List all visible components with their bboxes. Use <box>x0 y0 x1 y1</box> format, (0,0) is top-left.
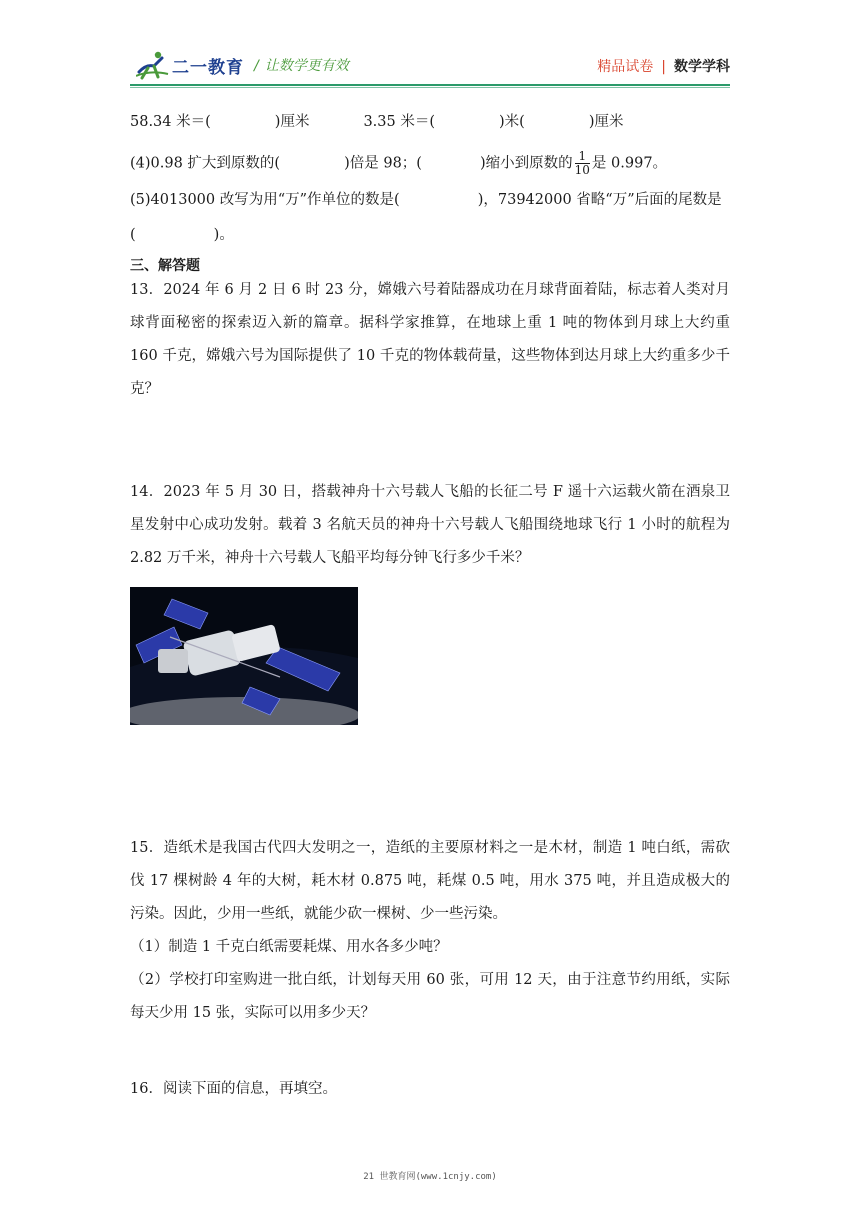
logo-text: 二一教育 <box>172 58 244 78</box>
q3-conversion-line: 58.34 米＝( )厘米 3.35 米＝( )米( )厘米 <box>130 114 624 130</box>
section-title: 三、解答题 <box>130 258 200 274</box>
question-15-part-1: （1）制造 1 千克白纸需要耗煤、用水各多少吨？ <box>130 939 448 955</box>
space-station-image <box>130 587 358 725</box>
q4-line: (4)0.98 扩大到原数的( )倍是 98；( )缩小到原数的 $\frac{1}{10}$ 是 0.997。 <box>130 149 668 177</box>
page-footer: 21 世教育网(www.1cnjy.com) <box>363 1172 497 1182</box>
question-16: 16．阅读下面的信息，再填空。 <box>130 1081 337 1097</box>
fraction-one-tenth: $\frac{1}{10}$ <box>574 149 590 177</box>
page-header <box>130 44 730 88</box>
running-figure-icon <box>136 50 170 80</box>
q5-line-2: ( )。 <box>130 227 234 243</box>
question-13: 13．2024 年 6 月 2 日 6 时 23 分，嫦娥六号着陆器成功在月球背面着陆，标志着人类对月球背面秘密的探索迈入新的篇章。据科学家推算，在地球上重 1 吨的物体到月球上大约重 160 千克，嫦娥六号为国际提供了 10 千克的物体载荷量，这些物体到达月球上大约重多少千克？ <box>130 282 730 397</box>
question-15: 15．造纸术是我国古代四大发明之一，造纸的主要原材料之一是木材，制造 1 吨白纸，需砍伐 17 棵树龄 4 年的大树，耗木材 0.875 吨，耗煤 0.5 吨，用水 375 吨，并且造成极大的污染。因此，少用一些纸，就能少砍一棵树、少一些污染。 （1）制造 1 千克白纸需要耗煤、用水各多少吨？ （2）学校打印室购进一批白纸，计划每天用 60 张，可用 12 天，由于注意节约用纸，实际每天少用 15 张，实际可以用多少天？ <box>130 832 730 1030</box>
q5-line-1: (5)4013000 改写为用“万”作单位的数是( )，73942000 省略“万”后面的尾数是 <box>130 192 722 208</box>
tag-premium: 精品试卷 <box>597 59 654 75</box>
header-divider <box>130 84 730 86</box>
tag-subject: 数学学科 <box>674 59 730 75</box>
header-divider-thin <box>130 87 730 88</box>
header-tags: 精品试卷 | 数学学科 <box>597 59 730 75</box>
header-slogan: / 让数学更有效 <box>254 58 349 74</box>
question-15-part-2: （2）学校打印室购进一批白纸，计划每天用 60 张，可用 12 天，由于注意节约用纸，实际每天少用 15 张，实际可以用多少天？ <box>130 972 730 1021</box>
space-station-illustration <box>130 587 358 725</box>
question-14: 14．2023 年 5 月 30 日，搭载神舟十六号载人飞船的长征二号 F 遥十六运载火箭在酒泉卫星发射中心成功发射。载着 3 名航天员的神舟十六号载人飞船围绕地球飞行 1 小时的航程为 2.82 万千米，神舟十六号载人飞船平均每分钟飞行多少千米？ <box>130 484 730 566</box>
